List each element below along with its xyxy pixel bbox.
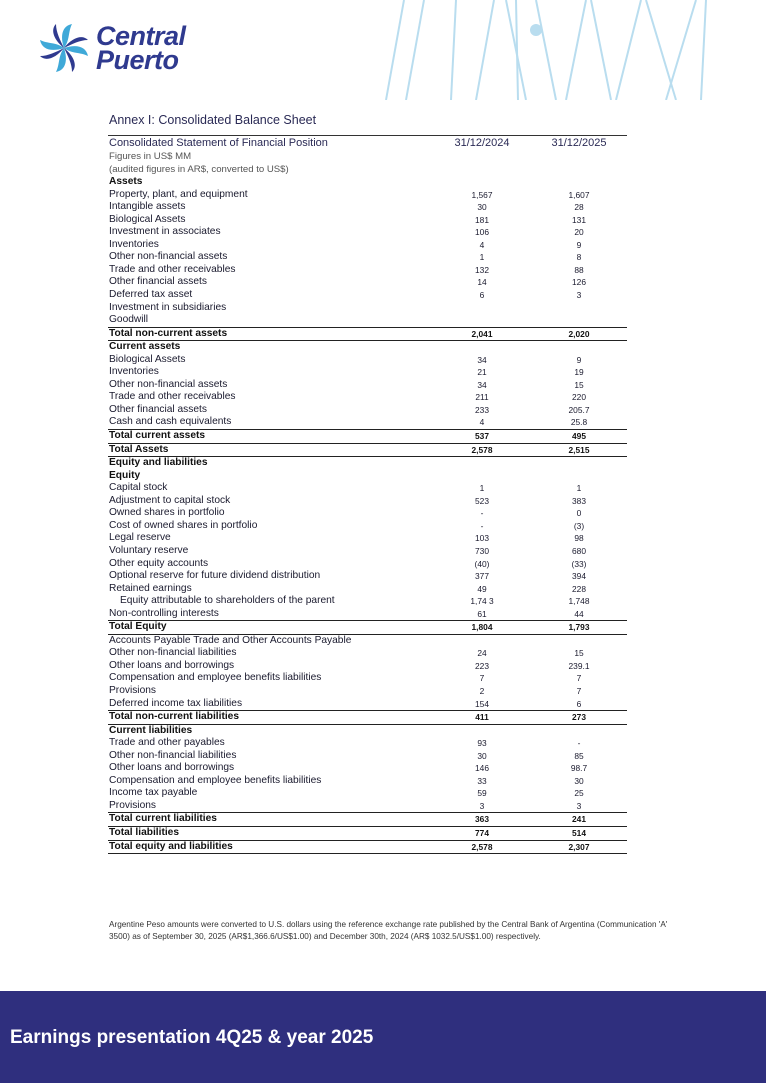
subheader-row [108,151,627,164]
table-row [108,379,627,392]
table-row [108,724,627,737]
value-2024: 146 [475,763,489,774]
value-2025: 228 [572,583,586,594]
value-2025 [530,457,627,470]
table-row [108,457,627,470]
value-2025: 2,020 [530,327,627,341]
value-2025 [530,470,627,483]
value-2024: 411 [433,711,530,725]
value-2024 [433,457,530,470]
table-header-row [108,136,627,152]
row-label: Other non-financial liabilities [109,647,237,659]
value-2025: 88 [574,264,584,275]
value-2024: 132 [475,264,489,275]
table-row [108,608,627,621]
table-row [108,698,627,711]
row-label: Income tax payable [109,787,198,799]
value-2024: 103 [475,533,489,544]
row-label: Total non-current liabilities [108,711,433,725]
row-label: Intangible assets [109,201,186,213]
value-2025: 6 [576,698,582,709]
table-row [108,482,627,495]
row-label: Owned shares in portfolio [109,507,225,519]
value-2024 [433,634,530,647]
value-2024: 61 [477,608,487,619]
value-2024: 774 [433,826,530,840]
table-row [108,264,627,277]
value-2025 [530,176,627,189]
value-2025: 20 [574,227,584,238]
value-2024: (40) [474,558,490,569]
row-label: Inventories [109,238,159,250]
subheader-units: Figures in US$ MM [109,151,192,162]
row-label: Current assets [109,341,181,353]
value-2025: 680 [572,545,586,556]
value-2025: 205.7 [568,404,590,415]
table-row [108,495,627,508]
value-2025: 239.1 [568,660,590,671]
row-label: Total Assets [108,443,433,457]
subheader-note: (audited figures in AR$, converted to US$) [109,163,289,175]
value-2025: 495 [530,430,627,444]
row-label: Provisions [109,799,156,811]
table-row [108,416,627,429]
value-2025: 7 [576,685,582,696]
table-row [108,341,627,354]
row-label: Trade and other receivables [109,391,236,403]
value-2024: 30 [477,750,487,761]
value-2024: 1,74 3 [470,596,494,607]
table-row [108,583,627,596]
value-2024: 377 [475,571,489,582]
row-label: Deferred tax asset [109,289,193,301]
value-2025: 2,515 [530,443,627,457]
value-2025: 25.8 [570,417,588,428]
value-2025: 9 [576,239,582,250]
row-label: Compensation and employee benefits liabilities [109,672,322,684]
value-2024: 59 [477,788,487,799]
row-label: Investment in subsidiaries [109,301,227,313]
row-label: Total current liabilities [108,813,433,827]
table-row [108,176,627,189]
table-row [108,737,627,750]
value-2025: - [577,738,581,749]
table-row [108,354,627,367]
row-label: Other equity accounts [109,557,209,569]
table-row [108,634,627,647]
row-label: Current liabilities [109,724,193,736]
value-2024: 24 [477,648,487,659]
table-row [108,314,627,327]
row-label: Total equity and liabilities [108,840,433,854]
value-2025: 383 [572,495,586,506]
value-2025: 25 [574,788,584,799]
row-label: Trade and other receivables [109,263,236,275]
value-2024: 93 [477,738,487,749]
row-label: Other non-financial assets [109,378,228,390]
table-row [108,621,627,635]
table-row [108,189,627,202]
value-2024 [433,724,530,737]
value-2025: 28 [574,202,584,213]
value-2025: 30 [574,775,584,786]
value-2024: 34 [477,354,487,365]
table-row [108,201,627,214]
value-2025: 514 [530,826,627,840]
value-2025: 241 [530,813,627,827]
value-2025: 0 [576,508,582,519]
value-2024: - [480,508,484,519]
table-row [108,800,627,813]
table-row [108,750,627,763]
value-2024: 106 [475,227,489,238]
value-2025: 15 [574,648,584,659]
table-row [108,545,627,558]
value-2024 [433,302,530,315]
table-row [108,762,627,775]
row-label: Cost of owned shares in portfolio [109,519,258,531]
table-row [108,840,627,854]
row-label: Property, plant, and equipment [109,188,248,200]
row-label: Non-controlling interests [109,607,219,619]
footer-banner [0,991,766,1083]
row-label: Retained earnings [109,582,192,594]
value-2025: (3) [573,520,585,531]
table-row [108,366,627,379]
value-2025: 1,748 [568,596,590,607]
value-2024: 1 [479,483,485,494]
table-row [108,647,627,660]
value-2024: 537 [433,430,530,444]
row-label: Voluntary reserve [109,544,189,556]
table-row [108,507,627,520]
pinwheel-logo-icon [36,20,92,76]
row-label: Total current assets [108,430,433,444]
table-row [108,327,627,341]
value-2025: 85 [574,750,584,761]
row-label: Other non-financial assets [109,251,228,263]
value-2024: 4 [479,417,485,428]
subheader-row [108,164,627,177]
value-2025: 1,793 [530,621,627,635]
value-2024 [433,314,530,327]
row-label: Goodwill [109,314,149,326]
table-row [108,813,627,827]
table-row [108,787,627,800]
value-2025: 9 [576,354,582,365]
balance-sheet-table [108,135,627,854]
table-row [108,660,627,673]
table-row [108,443,627,457]
value-2024: 730 [475,545,489,556]
row-label: Equity [109,469,141,481]
row-label: Other financial assets [109,276,207,288]
value-2024: 233 [475,404,489,415]
brand-line-2: Puerto [96,45,179,75]
row-label: Trade and other payables [109,737,225,749]
value-2025: 98 [574,533,584,544]
value-2025: 126 [572,277,586,288]
value-2025: 15 [574,379,584,390]
row-label: Capital stock [109,482,168,494]
row-label: Accounts Payable Trade and Other Accounts Payable [109,634,352,646]
table-row [108,711,627,725]
table-row [108,276,627,289]
row-label: Other non-financial liabilities [109,749,237,761]
value-2024: 181 [475,214,489,225]
row-label: Total Equity [108,621,433,635]
table-row [108,826,627,840]
value-2025: 131 [572,214,586,225]
row-label: Adjustment to capital stock [109,494,231,506]
value-2024: 1,567 [471,189,493,200]
value-2024: 30 [477,202,487,213]
company-logo [36,20,186,76]
row-label: Total non-current assets [108,327,433,341]
table-row [108,672,627,685]
value-2024: 34 [477,379,487,390]
value-2024: 1 [479,252,485,263]
row-label: Biological Assets [109,213,186,225]
table-row [108,520,627,533]
value-2025: 220 [572,392,586,403]
value-2024: 363 [433,813,530,827]
row-label: Equity and liabilities [109,457,208,469]
value-2024: 154 [475,698,489,709]
value-2024: 21 [477,367,487,378]
row-label: Optional reserve for future dividend distribution [109,570,321,582]
value-2024: 2 [479,685,485,696]
decorative-lines-graphic [376,0,766,100]
value-2024: 49 [477,583,487,594]
table-row [108,289,627,302]
row-label: Total liabilities [108,826,433,840]
value-2024: 3 [479,800,485,811]
table-row [108,532,627,545]
value-2025: 2,307 [530,840,627,854]
table-row [108,430,627,444]
value-2024: 14 [477,277,487,288]
value-2025 [530,724,627,737]
row-label: Cash and cash equivalents [109,416,232,428]
value-2025: (33) [571,558,587,569]
table-row [108,470,627,483]
value-2024 [433,470,530,483]
table-row [108,570,627,583]
brand-line-1: Central [96,21,186,51]
value-2024: - [480,520,484,531]
row-label: Investment in associates [109,226,221,238]
row-label: Legal reserve [109,532,171,544]
row-label: Other loans and borrowings [109,659,235,671]
value-2025: 8 [576,252,582,263]
value-2025: 3 [576,800,582,811]
table-row [108,558,627,571]
value-2024: 223 [475,660,489,671]
value-2025: 273 [530,711,627,725]
value-2024 [433,341,530,354]
value-2024 [433,176,530,189]
table-row [108,226,627,239]
row-label: Biological Assets [109,353,186,365]
value-2024: 2,041 [433,327,530,341]
value-2024: 7 [479,673,485,684]
value-2024: 4 [479,239,485,250]
value-2025: 98.7 [570,763,588,774]
row-label: Inventories [109,366,159,378]
footer-title: Earnings presentation 4Q25 & year 2025 [10,1027,374,1048]
header-col-2024: 31/12/2024 [433,136,530,152]
value-2025 [530,634,627,647]
header-label: Consolidated Statement of Financial Position [108,136,433,152]
row-label: Other loans and borrowings [109,762,235,774]
value-2025: 7 [576,673,582,684]
value-2024: 33 [477,775,487,786]
table-row [108,302,627,315]
table-row [108,685,627,698]
page-title: Annex I: Consolidated Balance Sheet [109,113,317,127]
value-2025: 44 [574,608,584,619]
row-label: Deferred income tax liabilities [109,697,243,709]
value-2024: 2,578 [433,840,530,854]
value-2025: 394 [572,571,586,582]
row-label: Assets [109,176,143,188]
header-col-2025: 31/12/2025 [530,136,627,152]
row-label: Other financial assets [109,403,207,415]
value-2025: 1 [576,483,582,494]
table-row [108,251,627,264]
row-label: Provisions [109,684,156,696]
footnote: Argentine Peso amounts were converted to U.S. dollars using the reference exchange rate published by the Central Bank of Argentina (Communication 'A' 3500) as of September 30, 2025 (AR$1,366.6/US$1.00) and December 30th, 2024 (AR$ 1032.5/US$1.00) respectively. [109,920,668,942]
value-2025 [530,302,627,315]
value-2024: 6 [479,290,485,301]
value-2025 [530,314,627,327]
value-2025: 3 [576,290,582,301]
value-2024: 523 [475,495,489,506]
row-label: Compensation and employee benefits liabilities [109,774,322,786]
value-2025: 1,607 [568,189,590,200]
table-row [108,391,627,404]
table-row [108,775,627,788]
value-2025: 19 [574,367,584,378]
row-label: Equity attributable to shareholders of the parent [120,595,335,607]
table-row [108,239,627,252]
table-row [108,214,627,227]
table-row [108,595,627,608]
value-2024: 2,578 [433,443,530,457]
table-row [108,404,627,417]
value-2025 [530,341,627,354]
value-2024: 211 [475,392,489,403]
value-2024: 1,804 [433,621,530,635]
